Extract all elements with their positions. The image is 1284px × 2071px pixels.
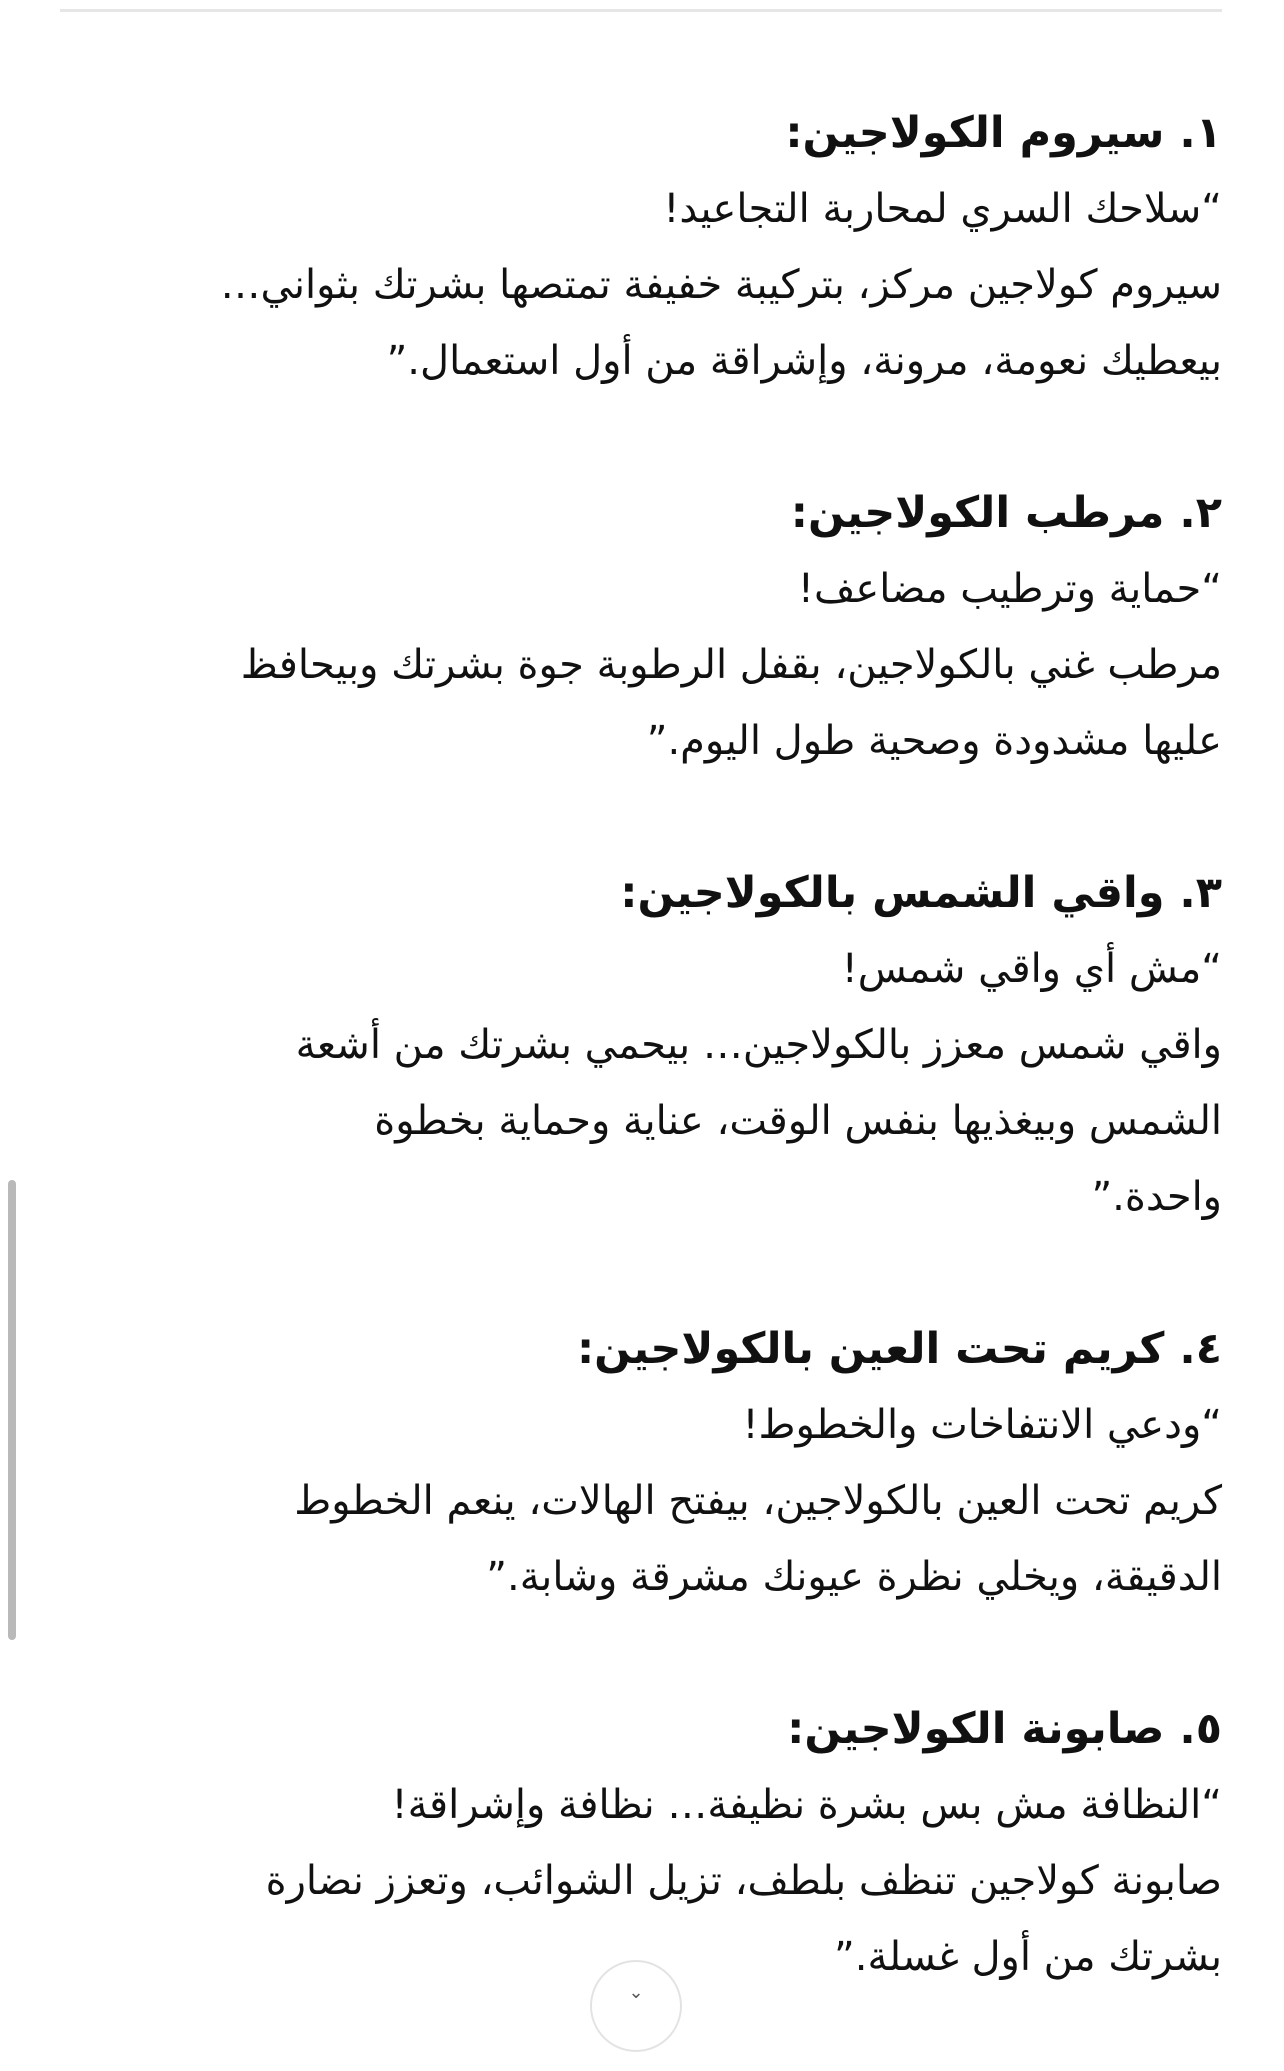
section-line: الشمس وبيغذيها بنفس الوقت، عناية وحماية بخطوة [374,1098,1222,1144]
section-line: واحدة.” [1091,1174,1222,1220]
section-heading: ٥. صابونة الكولاجين: [787,1704,1222,1754]
section-line: صابونة كولاجين تنظف بلطف، تزيل الشوائب، وتعزز نضارة [265,1858,1222,1904]
product-section-eye-cream [60,1311,1222,1615]
section-line: الدقيقة، ويخلي نظرة عيونك مشرقة وشابة.” [486,1554,1222,1600]
top-divider [60,9,1222,12]
section-line: “مش أي واقي شمس! [841,946,1222,992]
chevron-down-icon: ⌄ [628,1982,644,2003]
section-heading: ٢. مرطب الكولاجين: [790,488,1222,538]
section-line: “النظافة مش بس بشرة نظيفة… نظافة وإشراقة! [391,1782,1222,1828]
section-line: مرطب غني بالكولاجين، بقفل الرطوبة جوة بشرتك وبيحافظ [240,642,1222,688]
article-content [60,95,1222,2071]
section-line: كريم تحت العين بالكولاجين، بيفتح الهالات، ينعم الخطوط [294,1478,1222,1524]
section-line: سيروم كولاجين مركز، بتركيبة خفيفة تمتصها بشرتك بثواني… [220,262,1222,308]
product-section-soap [60,1691,1222,1995]
section-line: واقي شمس معزز بالكولاجين… بيحمي بشرتك من أشعة [295,1022,1222,1068]
section-line: عليها مشدودة وصحية طول اليوم.” [646,718,1222,764]
section-heading: ١. سيروم الكولاجين: [785,108,1222,158]
section-line: “حماية وترطيب مضاعف! [797,566,1222,612]
section-line: بشرتك من أول غسلة.” [834,1934,1222,1980]
section-line: “سلاحك السري لمحاربة التجاعيد! [663,186,1222,232]
scroll-down-button[interactable] [590,1960,682,2052]
product-section-serum [60,95,1222,399]
scrollbar[interactable] [8,1180,16,1640]
product-section-sunscreen [60,855,1222,1235]
section-line: “ودعي الانتفاخات والخطوط! [742,1402,1222,1448]
section-heading: ٣. واقي الشمس بالكولاجين: [620,868,1222,918]
product-section-moisturizer [60,475,1222,779]
section-line: بيعطيك نعومة، مرونة، وإشراقة من أول استعمال.” [386,338,1222,384]
section-heading: ٤. كريم تحت العين بالكولاجين: [576,1324,1222,1374]
